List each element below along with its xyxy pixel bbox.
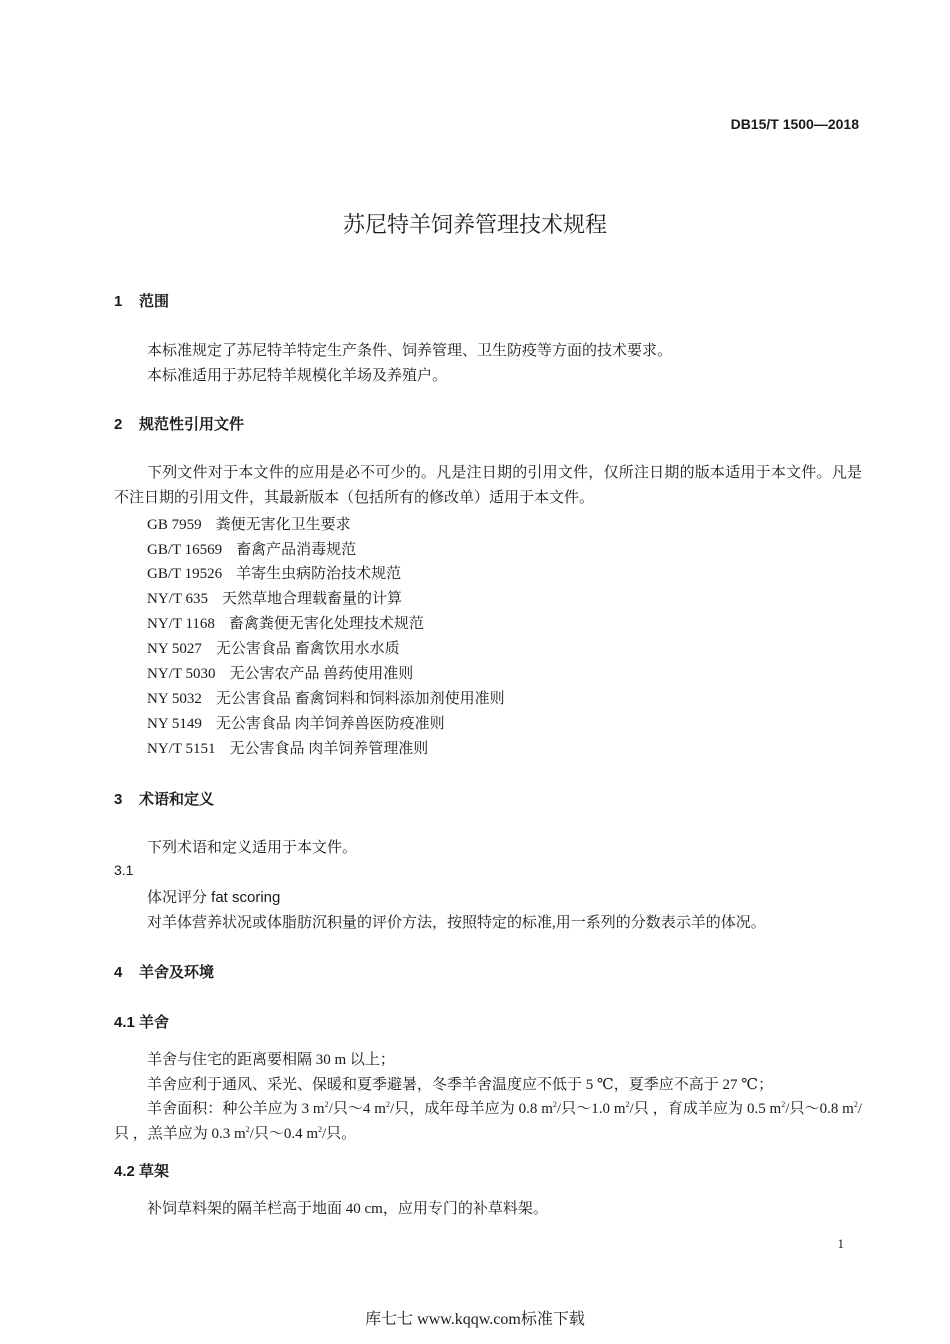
footer-watermark: 库七七 www.kqqw.com标准下载 (365, 1311, 585, 1328)
term-definition: 对羊体营养状况或体脂肪沉积量的评价方法，按照特定的标准,用一系列的分数表示羊的体况。 (147, 915, 766, 931)
paragraph: 下列文件对于本文件的应用是必不可少的。凡是注日期的引用文件，仅所注日期的版本适用于本文件。凡是不注日期的引用文件，其最新版本（包括所有的修改单）适用于本文件。 (114, 465, 862, 506)
reference-code: GB/T 19526 (147, 566, 223, 582)
reference-code: GB/T 16569 (147, 542, 223, 558)
page-number: 1 (837, 1236, 844, 1251)
section-number: 1 (114, 293, 123, 310)
reference-item (147, 538, 356, 559)
reference-code: NY 5032 (147, 691, 202, 707)
reference-title: 无公害食品 畜禽饮用水水质 (215, 641, 400, 657)
reference-title: 天然草地合理载畜量的计算 (221, 591, 402, 607)
section-title: 范围 (139, 293, 170, 310)
section-number: 4 (114, 964, 123, 981)
term-title: 体况评分 fat scoring (147, 889, 281, 906)
paragraph: 下列术语和定义适用于本文件。 (147, 840, 358, 856)
standard-number: DB15/T 1500—2018 (730, 116, 859, 132)
paragraph: 本标准适用于苏尼特羊规模化羊场及养殖户。 (147, 368, 448, 384)
reference-code: GB 7959 (147, 517, 202, 533)
reference-code: NY/T 1168 (147, 616, 215, 632)
reference-item (147, 637, 400, 658)
reference-item (147, 662, 413, 683)
reference-title: 无公害食品 畜禽饲料和饲料添加剂使用准则 (215, 691, 505, 707)
reference-item (147, 562, 401, 583)
reference-title: 无公害农产品 兽药使用准则 (229, 666, 414, 682)
reference-item (147, 737, 428, 758)
subsection-4-1-heading: 4.1 羊舍 (114, 1014, 170, 1031)
subsection-4-2-heading: 4.2 草架 (114, 1163, 170, 1180)
reference-title: 无公害食品 肉羊饲养管理准则 (229, 741, 429, 757)
paragraph-sheep-area: 羊舍面积：种公羊应为 3 $m^2/$只～4 $m^2/$只，成年母羊应为 0.8 $m^2/$只～1.0 $m^2/$只 ，育成羊应为 0.5 $m^2/$只～0.8 $m^2/$只 ，羔羊应为 0.3 $m^2/$只～0.4 $m^2/$只。 (114, 1100, 863, 1142)
section-title: 羊舍及环境 (139, 964, 215, 981)
reference-code: NY/T 5030 (147, 666, 216, 682)
section-2-heading (114, 413, 244, 434)
reference-code: NY/T 5151 (147, 741, 216, 757)
paragraph: 本标准规定了苏尼特羊特定生产条件、饲养管理、卫生防疫等方面的技术要求。 (147, 343, 673, 359)
term-number: 3.1 (114, 862, 134, 878)
paragraph: 羊舍应利于通风、采光、保暖和夏季避暑，冬季羊舍温度应不低于 5 ℃，夏季应不高于 27 ℃； (147, 1077, 774, 1093)
reference-item (147, 687, 505, 708)
reference-item (147, 513, 351, 534)
reference-title: 畜禽粪便无害化处理技术规范 (228, 616, 424, 632)
section-number: 3 (114, 791, 123, 808)
section-3-heading (114, 788, 214, 809)
reference-item (147, 712, 445, 733)
reference-item (147, 612, 424, 633)
paragraph: 补饲草料架的隔羊栏高于地面 40 cm，应用专门的补草料架。 (147, 1201, 548, 1217)
reference-title: 粪便无害化卫生要求 (215, 517, 351, 533)
paragraph: 羊舍与住宅的距离要相隔 30 m 以上； (147, 1052, 395, 1068)
section-4-heading (114, 961, 214, 982)
reference-item (147, 587, 402, 608)
section-title: 规范性引用文件 (139, 416, 245, 433)
reference-title: 畜禽产品消毒规范 (236, 542, 357, 558)
document-title: 苏尼特羊饲养管理技术规程 (342, 212, 607, 237)
section-1-heading (114, 290, 169, 311)
reference-title: 羊寄生虫病防治技术规范 (236, 566, 402, 582)
reference-code: NY 5149 (147, 716, 202, 732)
reference-title: 无公害食品 肉羊饲养兽医防疫准则 (215, 716, 445, 732)
reference-code: NY 5027 (147, 641, 202, 657)
section-number: 2 (114, 416, 123, 433)
reference-code: NY/T 635 (147, 591, 208, 607)
section-title: 术语和定义 (139, 791, 215, 808)
